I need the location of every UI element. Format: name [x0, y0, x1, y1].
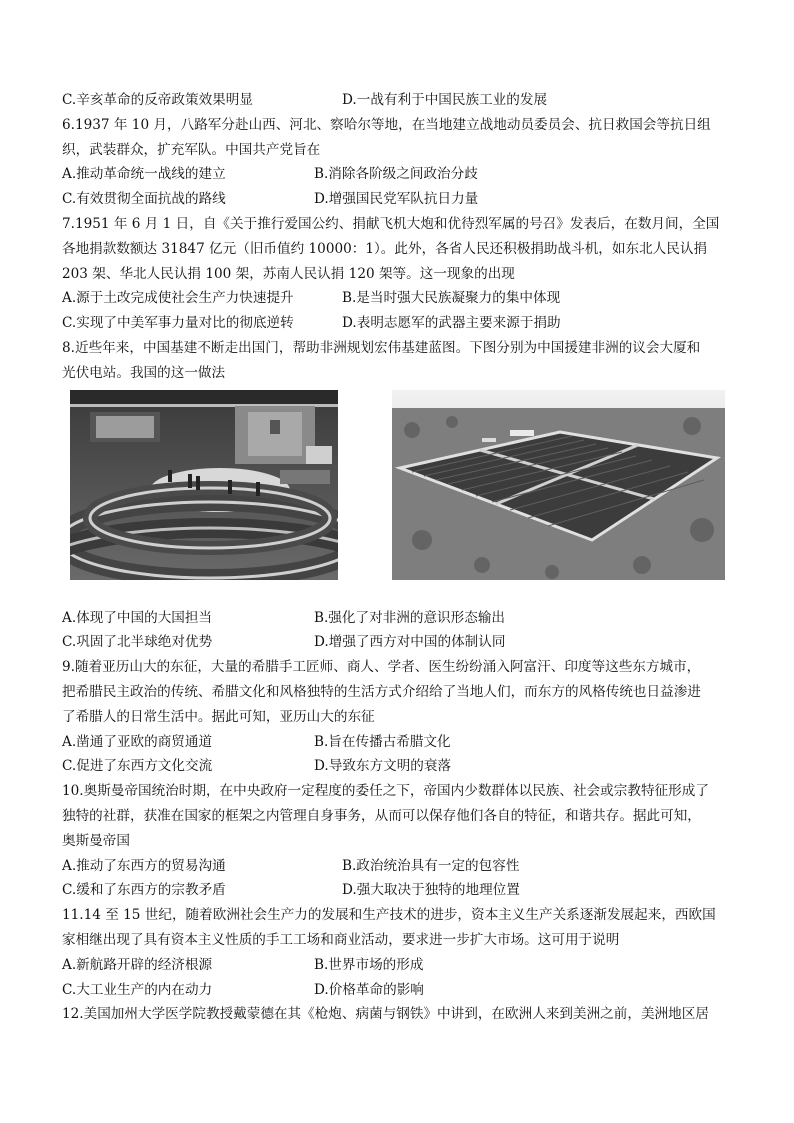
q8-text-2: 光伏电站。我国的这一做法: [62, 364, 226, 381]
solar-plant-photo: [392, 390, 725, 580]
exam-page: [62, 88, 734, 1027]
q10-text-2: 独特的社群，获准在国家的框架之内管理自身事务，从而可以保存他们各自的特征，和谐共存。据此可知，: [62, 807, 701, 824]
q10-option-d: D.强大取决于独特的地理位置: [342, 882, 520, 899]
q9-option-b: B.旨在传播古希腊文化: [314, 733, 451, 750]
q6-option-d: D.增强国民党军队抗日力量: [314, 191, 479, 208]
q6-text-1: 6.1937 年 10 月，八路军分赴山西、河北、察哈尔等地，在当地建立战地动员委员会、抗日救国会等抗日组: [62, 116, 711, 133]
q9-option-d: D.导致东方文明的衰落: [314, 758, 452, 775]
q6-option-b: B.消除各阶级之间政治分歧: [314, 166, 478, 183]
question-10: [62, 779, 734, 903]
q5-option-c: C.辛亥革命的反帝政策效果明显: [62, 92, 253, 108]
q9-text-1: 9.随着亚历山大的东征，大量的希腊手工匠师、商人、学者、医生纷纷涌入阿富汗、印度等这些东方城市，: [62, 659, 701, 676]
q7-option-c: C.实现了中美军事力量对比的彻底逆转: [62, 315, 294, 332]
q9-option-a: A.凿通了亚欧的商贸通道: [62, 733, 213, 750]
q8-option-a: A.体现了中国的大国担当: [62, 609, 213, 626]
q11-option-a: A.新航路开辟的经济根源: [62, 956, 213, 973]
q6-option-c: C.有效贯彻全面抗战的路线: [62, 191, 226, 208]
q7-text-2: 各地捐款数额达 31847 亿元（旧币值约 10000：1）。此外，各省人民还积极捐助战斗机，如东北人民认捐: [62, 240, 708, 257]
q5-options: [62, 88, 734, 113]
q10-option-c: C.缓和了东西方的宗教矛盾: [62, 882, 226, 899]
q5-option-d: D.一战有利于中国民族工业的发展: [342, 92, 548, 108]
parliament-hall-photo: [70, 390, 338, 580]
q8-option-c: C.巩固了北半球绝对优势: [62, 634, 213, 651]
q12-text-1: 12.美国加州大学医学院教授戴蒙德在其《枪炮、病菌与钢铁》中讲到，在欧洲人来到美洲之前，美洲地区居: [62, 1006, 709, 1023]
q7-text-1: 7.1951 年 6 月 1 日，自《关于推行爱国公约、捐献飞机大炮和优待烈军属的号召》发表后，在数月间，全国: [62, 215, 720, 232]
q11-option-b: B.世界市场的形成: [314, 956, 424, 973]
q9-text-3: 了希腊人的日常生活中。据此可知，亚历山大的东征: [62, 708, 375, 725]
q6-option-a: A.推动革命统一战线的建立: [62, 166, 226, 183]
question-8: [62, 336, 734, 655]
q7-text-3: 203 架、华北人民认捐 100 架，苏南人民认捐 120 架等。这一现象的出现: [62, 265, 515, 282]
question-9: [62, 655, 734, 779]
question-7: [62, 212, 734, 336]
q10-option-b: B.政治统治具有一定的包容性: [342, 857, 520, 874]
q8-photos: [62, 390, 734, 600]
q10-option-a: A.推动了东西方的贸易沟通: [62, 857, 226, 874]
q8-text-1: 8.近些年来，中国基建不断走出国门，帮助非洲规划宏伟基建蓝图。下图分别为中国援建非洲的议会大厦和: [62, 339, 701, 356]
q7-option-d: D.表明志愿军的武器主要来源于捐助: [342, 315, 561, 332]
q11-text-1: 11.14 至 15 世纪，随着欧洲社会生产力的发展和生产技术的进步，资本主义生产关系逐渐发展起来，西欧国: [62, 907, 716, 924]
question-6: [62, 113, 734, 212]
question-11: [62, 903, 734, 1002]
q10-text-1: 10.奥斯曼帝国统治时期，在中央政府一定程度的委任之下，帝国内少数群体以民族、社会或宗教特征形成了: [62, 783, 709, 800]
question-12: [62, 1002, 734, 1027]
q10-text-3: 奥斯曼帝国: [62, 832, 130, 849]
q6-text-2: 织，武装群众，扩充军队。中国共产党旨在: [62, 141, 321, 158]
q11-text-2: 家相继出现了具有资本主义性质的手工工场和商业活动，要求进一步扩大市场。这可用于说明: [62, 931, 620, 948]
q9-text-2: 把希腊民主政治的传统、希腊文化和风格独特的生活方式介绍给了当地人们，而东方的风格传统也日益渗进: [62, 683, 701, 700]
q9-option-c: C.促进了东西方文化交流: [62, 758, 213, 775]
q11-option-d: D.价格革命的影响: [314, 981, 424, 998]
q11-option-c: C.大工业生产的内在动力: [62, 981, 213, 998]
q8-option-b: B.强化了对非洲的意识形态输出: [314, 609, 506, 626]
q7-option-b: B.是当时强大民族凝聚力的集中体现: [342, 290, 561, 307]
q8-option-d: D.增强了西方对中国的体制认同: [314, 634, 506, 651]
q7-option-a: A.源于土改完成使社会生产力快速提升: [62, 290, 294, 307]
